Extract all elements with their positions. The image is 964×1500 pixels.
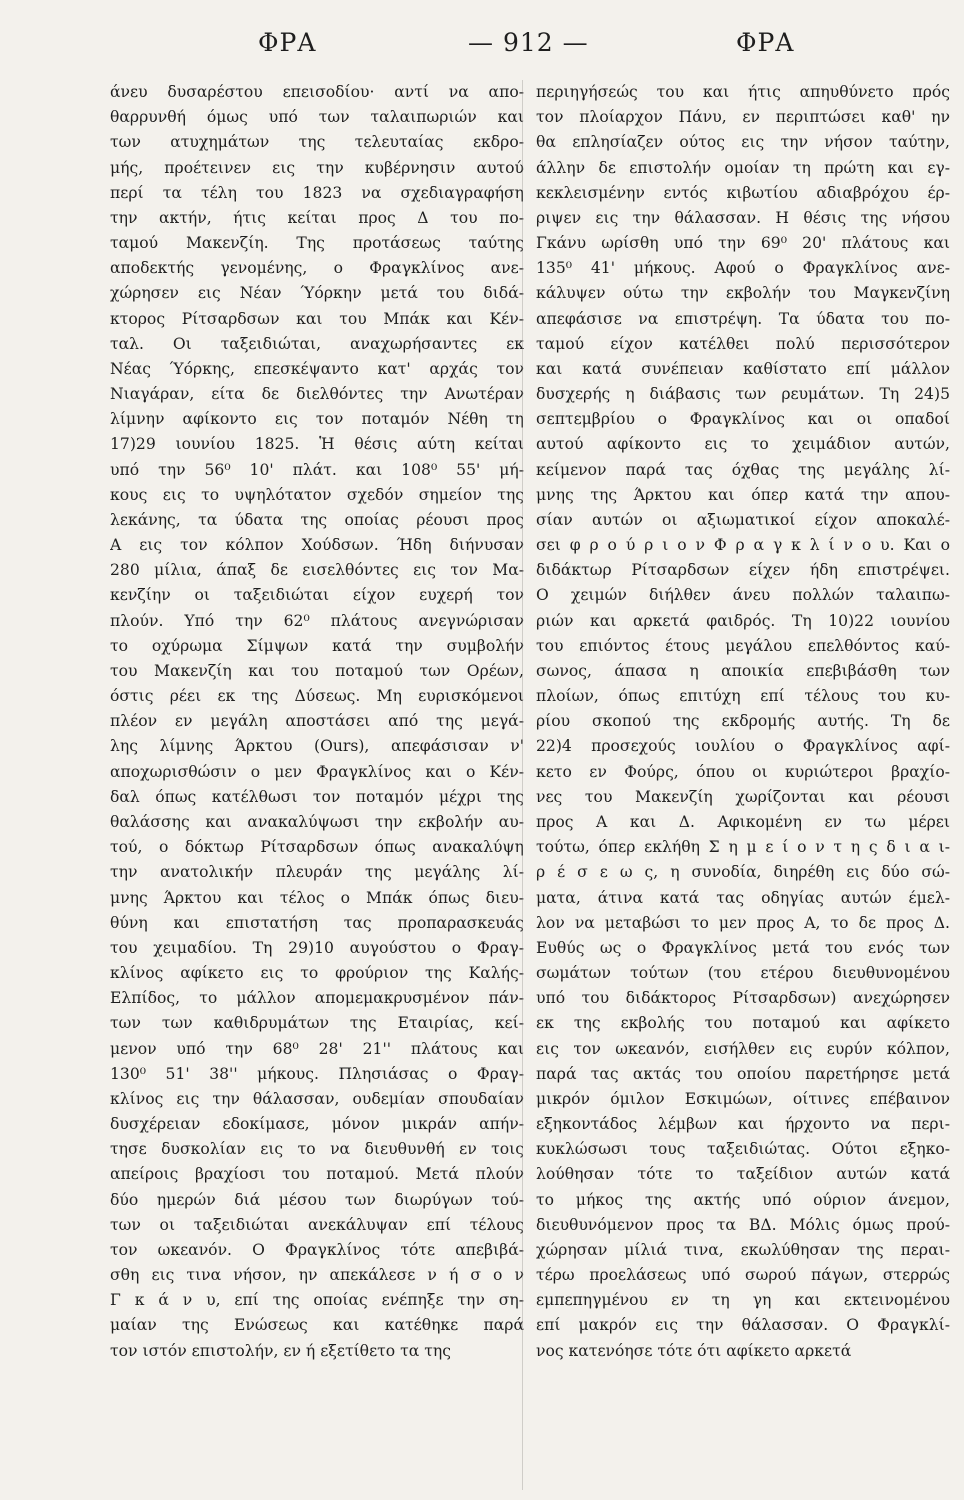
- text-line: αυτού αφίκοντο εις το χειμάδιον αυτών,: [536, 435, 950, 454]
- text-line: τέρω προελάσεως υπό σωρού πάγων, στερρώς: [536, 1266, 950, 1285]
- text-line: ριψεν εις την θάλασσαν. Η θέσις της νήσου: [536, 208, 950, 227]
- text-line: διευθυνόμενον προς τα ΒΔ. Μόλις όμως πρού-: [536, 1215, 950, 1234]
- text-line: 130⁰ 51' 38'' μήκους. Πλησιάσας ο Φραγ-: [110, 1064, 524, 1083]
- text-line: ταμού Μακενζίη. Της προτάσεως ταύτης: [110, 234, 524, 253]
- text-line: σθη εις τινα νήσον, ην απεκάλεσε ν ή σ ο ν: [110, 1266, 524, 1285]
- text-line: την ακτήν, ήτις κείται προς Δ του πο-: [110, 208, 524, 227]
- text-line: την ανατολικήν πλευράν της μεγάλης λί-: [110, 863, 524, 882]
- text-line: νες του Μακενζίη χωρίζονται και ρέουσι: [536, 787, 950, 806]
- text-line: τον πλοίαρχον Πάνυ, εν περιπτώσει καθ' ην: [536, 108, 950, 127]
- text-line: λίμνην αφίκοντο εις τον ποταμόν Νέθη τη: [110, 410, 524, 429]
- text-line: νος κατενόησε τότε ότι αφίκετο αρκετά: [536, 1341, 852, 1360]
- text-line: των ατυχημάτων της τελευταίας εκδρο-: [110, 133, 524, 152]
- text-line: προς Α και Δ. Αφικομένη εν τω μέρει: [536, 812, 950, 831]
- text-line: μαίαν της Ενώσεως και κατέθηκε παρά: [110, 1316, 524, 1335]
- text-line: τον ωκεανόν. Ο Φραγκλίνος τότε απεβιβά-: [110, 1240, 524, 1259]
- text-line: Νέας Ύόρκης, επεσκέψαντο κατ' αρχάς τον: [110, 359, 524, 378]
- header-right-keyword: ΦΡΑ: [736, 28, 795, 57]
- text-line: εκ της εκβολής του ποταμού και αφίκετο: [536, 1014, 950, 1033]
- text-line: Γκάνυ ωρίσθη υπό την 69⁰ 20' πλάτους και: [536, 234, 950, 253]
- header-left-keyword: ΦΡΑ: [258, 28, 317, 57]
- left-text-column: [110, 80, 524, 1364]
- text-line: Γ κ ά ν υ, επί της οποίας ενέπηξε την ση-: [110, 1291, 524, 1310]
- text-line: διδάκτωρ Ρίτσαρδσων είχεν ήδη επιστρέψει.: [536, 561, 950, 580]
- text-line: δαλ όπως κατέλθωσι τον ποταμόν μέχρι της: [110, 787, 524, 806]
- text-line: κους εις το υψηλότατον σχεδόν σημείον της: [110, 485, 524, 504]
- text-line: σεπτεμβρίου ο Φραγκλίνος και οι οπαδοί: [536, 410, 950, 429]
- text-line: όστις ρέει εκ της Δύσεως. Μη ευρισκόμενοι: [110, 687, 524, 706]
- text-line: δυσχερής η διάβασις των ρευμάτων. Τη 24)5: [536, 385, 950, 404]
- text-line: μνης της Άρκτου και όπερ κατά την απου-: [536, 485, 950, 504]
- text-line: επί μακρόν εις την θάλασσαν. Ο Φραγκλί-: [536, 1316, 950, 1335]
- text-line: δύο ημερών διά μέσου των διωρύγων τού-: [110, 1190, 524, 1209]
- text-line: υπό του διδάκτορος Ρίτσαρδσων) ανεχώρησεν: [536, 989, 950, 1008]
- text-line: ταμού είχον κατέλθει πολύ περισσότερον: [536, 334, 950, 353]
- text-line: του χειμαδίου. Τη 29)10 αυγούστου ο Φραγ-: [110, 938, 524, 957]
- text-line: τον ιστόν επιστολήν, εν ή εξετίθετο τα της: [110, 1341, 451, 1360]
- text-line: παρά τας ακτάς του οποίου παρετήρησε μετά: [536, 1064, 950, 1083]
- text-line: χώρησαν μίλιά τινα, εκωλύθησαν της περαι-: [536, 1240, 950, 1259]
- text-line: πλέον εν μεγάλη αποστάσει από της μεγά-: [110, 712, 524, 731]
- text-line: περί τα τέλη του 1823 να σχεδιαγραφήση: [110, 183, 524, 202]
- text-line: 22)4 προσεχούς ιουλίου ο Φραγκλίνος αφί-: [536, 737, 950, 756]
- text-line: ματα, άτινα κατά τας οδηγίας αυτών έμελ-: [536, 888, 950, 907]
- text-line: 135⁰ 41' μήκους. Αφού ο Φραγκλίνος ανε-: [536, 259, 950, 278]
- text-line: αποχωρισθώσιν ο μεν Φραγκλίνος και ο Κέν-: [110, 762, 524, 781]
- text-line: κεκλεισμένην εντός κιβωτίου αδιαβρόχου έρ-: [536, 183, 950, 202]
- text-line: μνης Άρκτου και τέλος ο Μπάκ όπως διευ-: [110, 888, 524, 907]
- text-line: κλίνος εις την θάλασσαν, ουδεμίαν σπουδαίαν: [110, 1089, 524, 1108]
- text-line: κυκλώσωσι τους ταξειδιώτας. Ούτοι εξηκο-: [536, 1140, 950, 1159]
- text-line: τού, ο δόκτωρ Ρίτσαρδσων όπως ανακαλύψη: [110, 838, 524, 857]
- text-line: σωμάτων τούτων (του ετέρου διευθυνομένου: [536, 964, 950, 983]
- text-line: τησε δυσκολίαν εις το να διευθυνθή εν τοις: [110, 1140, 524, 1159]
- text-line: 17)29 ιουνίου 1825. Ἡ θέσις αύτη κείται: [110, 435, 524, 454]
- right-text-column: [536, 80, 950, 1364]
- text-line: θαρρυνθή όμως υπό των ταλαιπωριών και: [110, 108, 524, 127]
- text-line: κενζίην οι ταξειδιώται είχον ευχερή τον: [110, 586, 524, 605]
- text-line: πλοίων, όπως επιτύχη επί τέλους του κυ-: [536, 687, 950, 706]
- text-line: θα επλησίαζεν ούτος εις την νήσον ταύτην,: [536, 133, 950, 152]
- text-line: δυσχέρειαν εδοκίμασε, μόνον μικράν απήν-: [110, 1115, 524, 1134]
- text-line: και κατά συνέπειαν καθίστατο επί μάλλον: [536, 359, 950, 378]
- text-line: εξηκοντάδος λέμβων και ήρχοντο να περι-: [536, 1115, 950, 1134]
- text-line: εμπεπηγμένου εν τη γη και εκτεινομένου: [536, 1291, 950, 1310]
- text-line: Ο χειμών διήλθεν άνευ πολλών ταλαιπω-: [536, 586, 950, 605]
- text-line: του Μακενζίη και του ποταμού των Ορέων,: [110, 661, 524, 680]
- text-line: ριών και αρκετά φαιδρός. Τη 10)22 ιουνίου: [536, 611, 950, 630]
- text-line: μής, προέτεινεν εις την κυβέρνησιν αυτού: [110, 158, 524, 177]
- text-line: ρ έ σ ε ω ς, η συνοδία, διηρέθη εις δύο σώ-: [536, 863, 950, 882]
- text-line: χώρησεν εις Νέαν Ύόρκην μετά του διδά-: [110, 284, 524, 303]
- text-line: απεφάσισε να επιστρέψη. Τα ύδατα του πο-: [536, 309, 950, 328]
- text-line: λον να μεταβώσι το μεν προς Α, το δε προς Δ.: [536, 913, 950, 932]
- text-line: το μήκος της ακτής υπό ούριον άνεμον,: [536, 1190, 950, 1209]
- text-line: μενον υπό την 68⁰ 28' 21'' πλάτους και: [110, 1039, 524, 1058]
- text-line: θαλάσσης και ανακαλύψωσι την εκβολήν αυ-: [110, 812, 524, 831]
- text-line: λούθησαν τότε το ταξείδιον αυτών κατά: [536, 1165, 950, 1184]
- text-line: Ευθύς ως ο Φραγκλίνος μετά του ενός των: [536, 938, 950, 957]
- page-header: [0, 28, 964, 68]
- text-line: θύνη και επιστατήση τας προπαρασκευάς: [110, 913, 524, 932]
- text-line: πλούν. Υπό την 62⁰ πλάτους ανεγνώρισαν: [110, 611, 524, 630]
- text-line: τούτω, όπερ εκλήθη Σ η μ ε ί ο ν τ η ς δ ι α ι-: [536, 838, 950, 857]
- text-line: κετο εν Φούρς, όπου οι κυριώτεροι βραχίο-: [536, 762, 950, 781]
- text-line: κτορος Ρίτσαρδσων και του Μπάκ και Κέν-: [110, 309, 524, 328]
- text-line: 280 μίλια, άπαξ δε εισελθόντες εις τον Μα-: [110, 561, 524, 580]
- text-line: σίαν αυτών οι αξιωματικοί είχον αποκαλέ-: [536, 510, 950, 529]
- text-line: Α εις τον κόλπον Χούδσων. Ήδη διήνυσαν: [110, 536, 524, 555]
- text-line: σωνος, άπασα η αποικία επεβιβάσθη των: [536, 661, 950, 680]
- text-line: απείροις βραχίοσι του ποταμού. Μετά πλούν: [110, 1165, 524, 1184]
- text-line: λεκάνης, τα ύδατα της οποίας ρέουσι προς: [110, 510, 524, 529]
- text-line: μικρόν όμιλον Εσκιμώων, οίτινες επέβαινον: [536, 1089, 950, 1108]
- text-line: περιηγήσεώς του και ήτις απηυθύνετο πρός: [536, 83, 950, 101]
- text-line: υπό την 56⁰ 10' πλάτ. και 108⁰ 55' μή-: [110, 460, 524, 479]
- text-line: άνευ δυσαρέστου επεισοδίου· αντί να απο-: [110, 83, 524, 101]
- text-line: κλίνος αφίκετο εις το φρούριον της Καλής-: [110, 964, 524, 983]
- text-line: κείμενον παρά τας όχθας της μεγάλης λί-: [536, 460, 950, 479]
- text-line: των των καθιδρυμάτων της Εταιρίας, κεί-: [110, 1014, 524, 1033]
- text-line: άλλην δε επιστολήν ομοίαν τη πρώτη και εγ-: [536, 158, 950, 177]
- text-line: ρίου σκοπού της εκδρομής αυτής. Τη δε: [536, 712, 950, 731]
- text-line: Ελπίδος, το μάλλον απομεμακρυσμένον πάν-: [110, 989, 524, 1008]
- text-line: ταλ. Οι ταξειδιώται, αναχωρήσαντες εκ: [110, 334, 524, 353]
- text-line: αποδεκτής γενομένης, ο Φραγκλίνος ανε-: [110, 259, 524, 278]
- text-line: εις τον ωκεανόν, εισήλθεν εις ευρύν κόλπον,: [536, 1039, 950, 1058]
- text-line: το οχύρωμα Σίμψων κατά την συμβολήν: [110, 636, 524, 655]
- text-line: λης λίμνης Άρκτου (Ours), απεφάσισαν ν': [110, 737, 524, 756]
- text-line: σει φ ρ ο ύ ρ ι ο ν Φ ρ α γ κ λ ί ν ο υ. Και ο: [536, 536, 950, 555]
- text-line: των οι ταξειδιώται ανεκάλυψαν επί τέλους: [110, 1215, 524, 1234]
- column-divider: [522, 80, 523, 1490]
- text-line: του επιόντος έτους μεγάλου επελθόντος καύ-: [536, 636, 950, 655]
- page-number: — 912 —: [468, 28, 589, 57]
- text-line: κάλυψεν ούτω την εκβολήν του Μαγκενζίνη: [536, 284, 950, 303]
- text-line: Νιαγάραν, είτα δε διελθόντες την Ανωτέραν: [110, 385, 524, 404]
